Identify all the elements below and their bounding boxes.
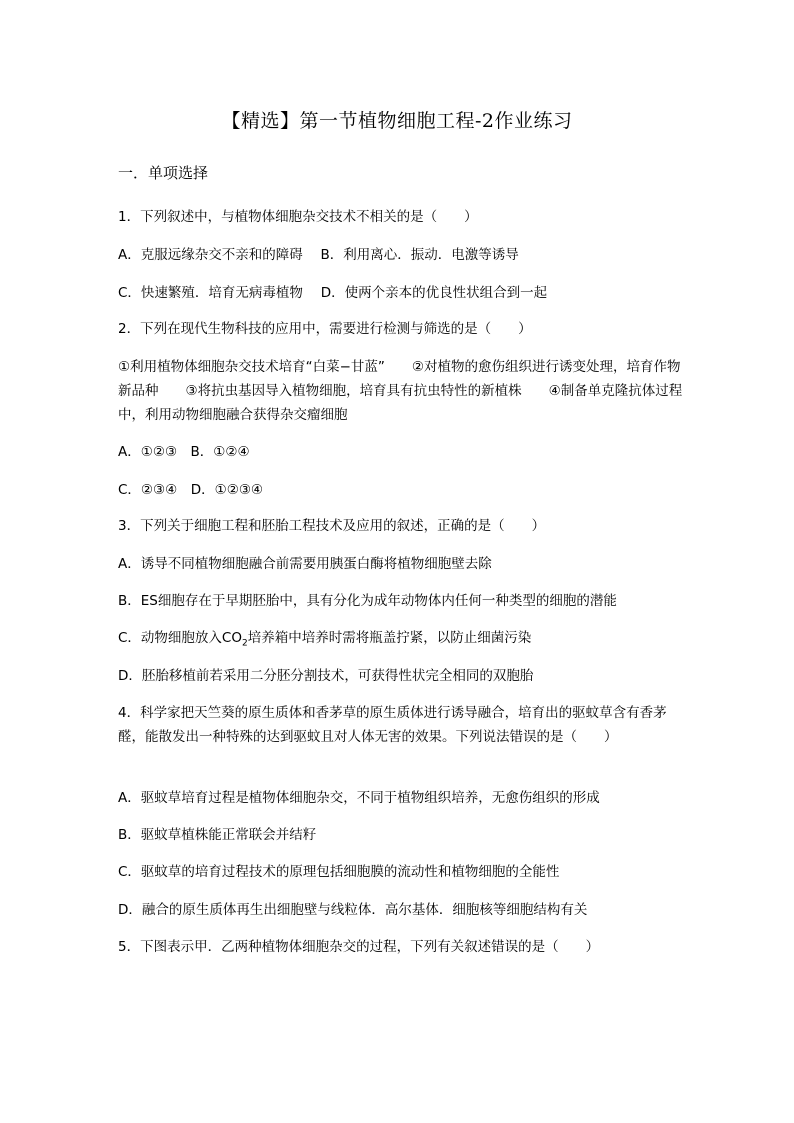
question-4-option-b: B．驱蚊草植株能正常联会并结籽 — [118, 827, 317, 843]
option-c-text-pre: C．动物细胞放入CO — [118, 630, 242, 646]
page-title: 【精选】第一节植物细胞工程-2作业练习 — [221, 110, 573, 132]
question-3-stem: 3．下列关于细胞工程和胚胎工程技术及应用的叙述，正确的是（ ） — [118, 518, 546, 534]
question-2-options-ab: A．①②③ B．①②④ — [118, 444, 250, 460]
question-3-option-a: A．诱导不同植物细胞融合前需要用胰蛋白酶将植物细胞壁去除 — [118, 556, 492, 572]
question-3-option-d: D．胚胎移植前若采用二分胚分割技术，可获得性状完全相同的双胞胎 — [118, 668, 534, 684]
question-4-option-c: C．驱蚊草的培育过程技术的原理包括细胞膜的流动性和植物细胞的全能性 — [118, 864, 560, 880]
question-3-option-c — [118, 626, 531, 656]
question-1-options-ab: A．克服远缘杂交不亲和的障碍 B．利用离心．振动．电激等诱导 — [118, 247, 519, 263]
question-2-body: ①利用植物体细胞杂交技术培育“白菜−甘蓝” ②对植物的愈伤组织进行诱变处理，培育作物新品种 ③将抗虫基因导入植物细胞，培育具有抗虫特性的新植株 ④制备单克隆抗体过程中，利用动物细胞融合获得杂交瘤细胞 — [118, 359, 683, 423]
question-4-option-a: A．驱蚊草培育过程是植物体细胞杂交，不同于植物组织培养，无愈伤组织的形成 — [118, 790, 600, 806]
question-4-stem: 4．科学家把天竺葵的原生质体和香茅草的原生质体进行诱导融合，培育出的驱蚊草含有香茅醛，能散发出一种特殊的达到驱蚊且对人体无害的效果。下列说法错误的是（ ） — [118, 705, 667, 745]
question-2-options-cd: C．②③④ D．①②③④ — [118, 482, 264, 498]
section-heading: 一．单项选择 — [118, 164, 209, 182]
option-c-text-post: 培养箱中培养时需将瓶盖拧紧，以防止细菌污染 — [247, 630, 532, 646]
question-1-stem: 1．下列叙述中，与植物体细胞杂交技术不相关的是（ ） — [118, 209, 478, 225]
question-1-options-cd: C．快速繁殖．培育无病毒植物 D．使两个亲本的优良性状组合到一起 — [118, 285, 548, 301]
question-5-stem: 5．下图表示甲．乙两种植物体细胞杂交的过程，下列有关叙述错误的是（ ） — [118, 939, 600, 955]
question-2-stem: 2．下列在现代生物科技的应用中，需要进行检测与筛选的是（ ） — [118, 321, 532, 337]
question-3-option-b: B．ES细胞存在于早期胚胎中，具有分化为成年动物体内任何一种类型的细胞的潜能 — [118, 593, 617, 609]
question-4-option-d: D．融合的原生质体再生出细胞壁与线粒体．高尔基体．细胞核等细胞结构有关 — [118, 902, 588, 918]
co2-subscript: 2 — [241, 638, 248, 649]
